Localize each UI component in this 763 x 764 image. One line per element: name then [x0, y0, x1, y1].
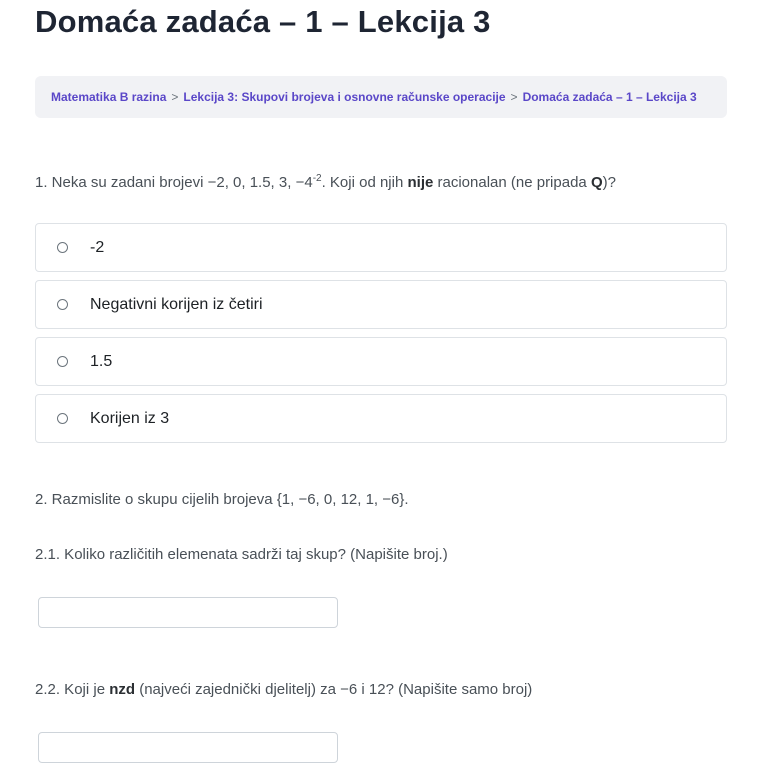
- breadcrumb-separator: >: [510, 90, 518, 104]
- radio-button-option-1[interactable]: [57, 242, 68, 253]
- page-title: Domaća zadaća – 1 – Lekcija 3: [35, 4, 491, 39]
- question-1-options: [35, 223, 727, 451]
- question-1-exponent: -2: [312, 173, 322, 184]
- option-label: -2: [90, 238, 105, 256]
- question-1-option-3[interactable]: [35, 337, 727, 386]
- radio-button-option-2[interactable]: [57, 299, 68, 310]
- question-2-2-text: [35, 681, 532, 698]
- question-1-bold-set: Q: [590, 174, 603, 191]
- breadcrumb-link-course[interactable]: Matematika B razina: [51, 90, 167, 104]
- question-1-text-middle: . Koji od njih: [321, 174, 408, 191]
- breadcrumb-link-homework[interactable]: Domaća zadaća – 1 – Lekcija 3: [522, 90, 697, 104]
- option-label: Korijen iz 3: [90, 409, 170, 427]
- question-1-bold-word: nije: [407, 174, 434, 191]
- question-2-text: 2. Razmislite o skupu cijelih brojeva {1, −6, 0, 12, 1, −6}.: [35, 491, 409, 508]
- question-2-1-text: 2.1. Koliko različitih elemenata sadrži taj skup? (Napišite broj.): [35, 546, 448, 563]
- question-1-text-after: )?: [602, 174, 616, 191]
- radio-button-option-4[interactable]: [57, 413, 68, 424]
- question-2-2-answer-input[interactable]: [38, 732, 338, 763]
- question-2-1-answer-input[interactable]: [38, 597, 338, 628]
- question-1-option-2[interactable]: [35, 280, 727, 329]
- question-1-text-middle2: racionalan (ne pripada: [433, 174, 591, 191]
- question-1-text-before: 1. Neka su zadani brojevi −2, 0, 1.5, 3, −4: [35, 174, 313, 191]
- radio-button-option-3[interactable]: [57, 356, 68, 367]
- question-1-text: [35, 173, 616, 191]
- question-2-2-text-before: 2.2. Koji je: [35, 681, 110, 698]
- breadcrumb: [35, 76, 727, 118]
- question-1-option-1[interactable]: [35, 223, 727, 272]
- breadcrumb-separator: >: [171, 90, 179, 104]
- question-1-option-4[interactable]: [35, 394, 727, 443]
- option-label: Negativni korijen iz četiri: [90, 295, 263, 313]
- question-2-2-bold-word: nzd: [109, 681, 136, 698]
- question-2-2-text-after: (najveći zajednički djelitelj) za −6 i 12? (Napišite samo broj): [135, 681, 533, 698]
- option-label: 1.5: [90, 352, 113, 370]
- breadcrumb-link-lesson[interactable]: Lekcija 3: Skupovi brojeva i osnovne računske operacije: [183, 90, 506, 104]
